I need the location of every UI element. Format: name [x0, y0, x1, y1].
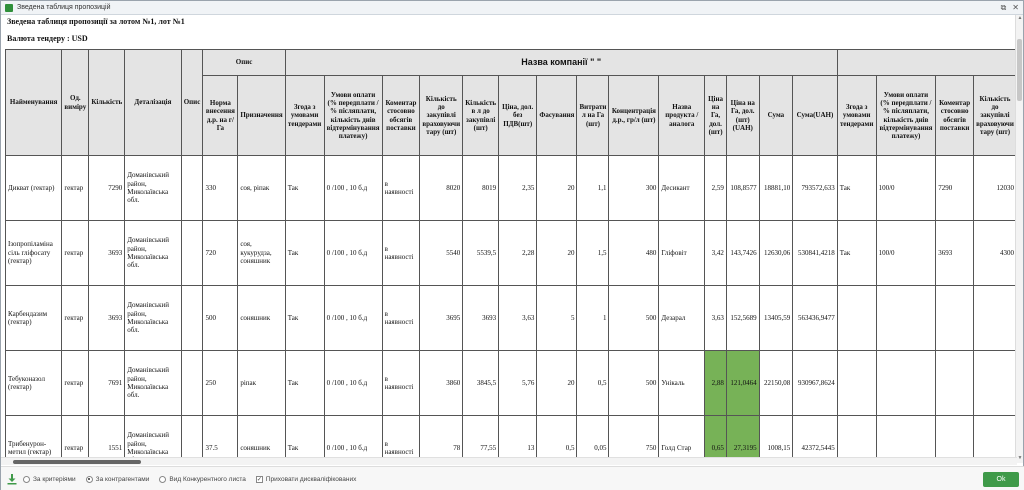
cell-qty: 7290	[89, 156, 125, 221]
radio-criteria[interactable]	[23, 476, 30, 483]
group-company: Назва компанії " "	[285, 50, 837, 76]
cell-unit: гектар	[62, 416, 89, 464]
cell-agree: Так	[285, 351, 324, 416]
col-unit: Од. виміру	[62, 50, 89, 156]
radio-competitive-sheet[interactable]	[159, 476, 166, 483]
cell-norm: 500	[203, 286, 238, 351]
col-comment: Коментар стосовно обсягів поставки	[382, 76, 420, 156]
cell-detail: Доманівський район, Миколаївська обл.	[125, 286, 181, 351]
col-pack: Фасування	[537, 76, 577, 156]
cell-unit: гектар	[62, 351, 89, 416]
cell-name: Дикват (гектар)	[6, 156, 62, 221]
cell-sum-uah: 42372,5445	[793, 416, 838, 464]
title-bar	[1, 1, 1023, 15]
cell-pack: 20	[537, 221, 577, 286]
table-row	[6, 221, 1017, 286]
cell-detail: Доманівський район, Миколаївська обл.	[125, 351, 181, 416]
cell-price-ha-uah: 108,8577	[726, 156, 759, 221]
cell-payment-2: 100/0	[876, 221, 936, 286]
currency-label: Валюта тендеру : USD	[7, 34, 88, 43]
cell-agree: Так	[285, 416, 324, 464]
cell-agree-2	[837, 286, 876, 351]
col-agree: Згода з умовами тендерами	[285, 76, 324, 156]
cell-comment: в наявності	[382, 416, 420, 464]
cell-purpose: соняшник	[238, 286, 285, 351]
cell-qty-calc: 5540	[420, 221, 463, 286]
cell-detail: Доманівський район, Миколаївська	[125, 416, 181, 464]
cell-price: 5,76	[499, 351, 537, 416]
cell-name: Ізопропіламіна сіль гліфосату (гектар)	[6, 221, 62, 286]
col-price-ha-uah: Ціна на Га, дол. (шт) (UAH)	[726, 76, 759, 156]
cell-pack: 0,5	[537, 416, 577, 464]
col-qty-calc-2: Кількість до закупівлі враховуючи тару (шт)	[973, 76, 1016, 156]
cell-agree-2	[837, 416, 876, 464]
vertical-scrollbar[interactable]	[1015, 15, 1023, 463]
hide-disqualified-label: Приховати дискваліфікованих	[265, 475, 357, 483]
cell-pack: 20	[537, 351, 577, 416]
cell-price-ha-uah: 152,5689	[726, 286, 759, 351]
cell-qty-calc: 3860	[420, 351, 463, 416]
cell-purpose: ріпак	[238, 351, 285, 416]
cell-conc: 300	[609, 156, 659, 221]
page-title: Зведена таблиця пропозиції за лотом №1, лот №1	[7, 17, 185, 26]
cell-sum-uah: 530841,4218	[793, 221, 838, 286]
cell-payment: 0 /100 , 10 б.д	[324, 156, 382, 221]
cell-qty-l: 3693	[463, 286, 499, 351]
table-row	[6, 156, 1017, 221]
col-product: Назва продукта / аналога	[659, 76, 705, 156]
cell-payment: 0 /100 , 10 б.д	[324, 351, 382, 416]
option-criteria-label: За критеріями	[33, 475, 76, 483]
cell-price: 2,35	[499, 156, 537, 221]
cell-qty-l: 5539,5	[463, 221, 499, 286]
cell-unit: гектар	[62, 221, 89, 286]
col-comment-2: Коментар стосовно обсягів поставки	[936, 76, 974, 156]
cell-purpose: соя, ріпак	[238, 156, 285, 221]
cell-qty-l: 77,55	[463, 416, 499, 464]
cell-price-ha-best: 0,65	[705, 416, 727, 464]
cell-qty-l: 8019	[463, 156, 499, 221]
window-title: Зведена таблиця пропозицій	[17, 4, 111, 11]
cell-agree-2: Так	[837, 156, 876, 221]
cell-qty: 3693	[89, 221, 125, 286]
col-purpose: Призначення	[238, 76, 285, 156]
cell-agree-2: Так	[837, 221, 876, 286]
cell-qty-calc: 3695	[420, 286, 463, 351]
cell-detail: Доманівський район, Миколаївська обл.	[125, 221, 181, 286]
cell-product: Десикант	[659, 156, 705, 221]
option-contractors[interactable]	[86, 476, 150, 483]
cell-unit: гектар	[62, 156, 89, 221]
col-qty-calc: Кількість до закупівлі враховуючи тару (шт)	[420, 76, 463, 156]
col-qty-l: Кількість в л до закупівлі (шт)	[463, 76, 499, 156]
cell-agree: Так	[285, 286, 324, 351]
cell-qty: 3693	[89, 286, 125, 351]
hide-disqualified[interactable]	[256, 476, 357, 483]
cell-unit: гектар	[62, 286, 89, 351]
col-name: Найменування	[6, 50, 62, 156]
cell-price: 3,63	[499, 286, 537, 351]
download-icon[interactable]	[7, 474, 17, 485]
app-icon	[5, 4, 13, 12]
col-qty: Кількість	[89, 50, 125, 156]
cell-desc	[181, 351, 203, 416]
cell-norm: 720	[203, 221, 238, 286]
cell-payment-2	[876, 286, 936, 351]
hide-disqualified-checkbox[interactable]: ✓	[256, 476, 262, 483]
vertical-scroll-thumb[interactable]	[1017, 39, 1022, 101]
cell-purpose: соя, кукурудза, соняшник	[238, 221, 285, 286]
ok-button[interactable]: Ok	[983, 472, 1019, 487]
restore-icon[interactable]: ⧉	[1000, 3, 1007, 12]
col-conc: Концентрація д.р., гр/л (шт)	[609, 76, 659, 156]
cell-cons: 1	[577, 286, 609, 351]
group-description: Опис	[203, 50, 285, 76]
cell-payment: 0 /100 , 10 б.д	[324, 221, 382, 286]
cell-sum: 12630,06	[759, 221, 793, 286]
cell-norm: 330	[203, 156, 238, 221]
cell-name: Карбендазим (гектар)	[6, 286, 62, 351]
cell-qty-calc-2: 4300	[973, 221, 1016, 286]
cell-qty-calc-2	[973, 351, 1016, 416]
cell-sum: 13405,59	[759, 286, 793, 351]
col-agree-2: Згода з умовами тендерами	[837, 76, 876, 156]
col-desc: Опис	[181, 50, 203, 156]
cell-qty-calc-2	[973, 416, 1016, 464]
col-sum-uah: Сума(UAH)	[793, 76, 838, 156]
cell-product: Голд Стар	[659, 416, 705, 464]
cell-qty: 7691	[89, 351, 125, 416]
cell-agree-2	[837, 351, 876, 416]
cell-sum: 18881,10	[759, 156, 793, 221]
cell-price: 13	[499, 416, 537, 464]
cell-sum-uah: 563436,9477	[793, 286, 838, 351]
cell-conc: 500	[609, 286, 659, 351]
cell-price-ha: 3,63	[705, 286, 727, 351]
cell-comment-2	[936, 416, 974, 464]
proposals-table	[5, 49, 1017, 463]
cell-price: 2,28	[499, 221, 537, 286]
cell-comment: в наявності	[382, 286, 420, 351]
report-area	[1, 15, 1017, 463]
col-payment-2: Умови оплати (% передплати / % післяплати, кількість днів відтермінування платежу)	[876, 76, 936, 156]
cell-comment-2	[936, 351, 974, 416]
cell-conc: 500	[609, 351, 659, 416]
col-sum: Сума	[759, 76, 793, 156]
cell-qty-calc: 8020	[420, 156, 463, 221]
cell-payment-2	[876, 416, 936, 464]
cell-qty-calc: 78	[420, 416, 463, 464]
cell-price-ha-uah-best: 121,0464	[726, 351, 759, 416]
cell-payment-2: 100/0	[876, 156, 936, 221]
cell-norm: 37.5	[203, 416, 238, 464]
cell-agree: Так	[285, 156, 324, 221]
cell-comment-2: 3693	[936, 221, 974, 286]
cell-pack: 5	[537, 286, 577, 351]
cell-comment: в наявності	[382, 156, 420, 221]
cell-comment-2: 7290	[936, 156, 974, 221]
cell-product: Дезарал	[659, 286, 705, 351]
group-company-2	[837, 50, 1016, 76]
table-row	[6, 286, 1017, 351]
cell-cons: 1,1	[577, 156, 609, 221]
cell-payment: 0 /100 , 10 б.д	[324, 416, 382, 464]
cell-pack: 20	[537, 156, 577, 221]
option-criteria[interactable]	[23, 476, 76, 483]
col-cons: Витрати л на Га (шт)	[577, 76, 609, 156]
cell-qty-calc-2: 12030	[973, 156, 1016, 221]
cell-payment-2	[876, 351, 936, 416]
cell-desc	[181, 156, 203, 221]
cell-comment: в наявності	[382, 351, 420, 416]
option-competitive-sheet[interactable]	[159, 476, 246, 483]
cell-norm: 250	[203, 351, 238, 416]
cell-conc: 480	[609, 221, 659, 286]
cell-comment-2	[936, 286, 974, 351]
col-price: Ціна, дол. без ПДВ(шт)	[499, 76, 537, 156]
horizontal-scrollbar[interactable]	[1, 457, 1017, 465]
cell-comment: в наявності	[382, 221, 420, 286]
col-payment: Умови оплати (% передплати / % післяплати, кількість днів відтермінування платежу)	[324, 76, 382, 156]
option-competitive-label: Вид Конкурентного листа	[169, 475, 246, 483]
cell-price-ha: 2,59	[705, 156, 727, 221]
cell-product: Унікаль	[659, 351, 705, 416]
cell-sum: 1008,15	[759, 416, 793, 464]
cell-purpose: соняшник	[238, 416, 285, 464]
cell-cons: 0,5	[577, 351, 609, 416]
cell-sum: 22150,08	[759, 351, 793, 416]
table-row	[6, 416, 1017, 464]
cell-price-ha: 3,42	[705, 221, 727, 286]
col-norm: Норма внесення д.р. на г/Га	[203, 76, 238, 156]
cell-payment: 0 /100 , 10 б.д	[324, 286, 382, 351]
col-detail: Деталізація	[125, 50, 181, 156]
cell-name: Трибенурон-метил (гектар)	[6, 416, 62, 464]
cell-desc	[181, 416, 203, 464]
cell-qty: 1551	[89, 416, 125, 464]
table-row	[6, 351, 1017, 416]
horizontal-scroll-thumb[interactable]	[13, 460, 141, 464]
cell-product: Гліфовіт	[659, 221, 705, 286]
cell-conc: 750	[609, 416, 659, 464]
cell-desc	[181, 221, 203, 286]
col-price-ha: Ціна на Га, дол. (шт)	[705, 76, 727, 156]
option-contractors-label: За контрагентами	[95, 475, 150, 483]
cell-agree: Так	[285, 221, 324, 286]
cell-price-ha-uah-best: 27,3195	[726, 416, 759, 464]
footer-toolbar	[1, 466, 1024, 490]
scroll-down-icon[interactable]: ▼	[1017, 456, 1023, 461]
cell-price-ha-best: 2,88	[705, 351, 727, 416]
cell-qty-l: 3845,5	[463, 351, 499, 416]
cell-sum-uah: 793572,633	[793, 156, 838, 221]
cell-cons: 0,05	[577, 416, 609, 464]
scroll-up-icon[interactable]: ▲	[1017, 16, 1023, 21]
cell-desc	[181, 286, 203, 351]
cell-price-ha-uah: 143,7426	[726, 221, 759, 286]
cell-qty-calc-2	[973, 286, 1016, 351]
cell-cons: 1,5	[577, 221, 609, 286]
radio-contractors[interactable]	[86, 476, 93, 483]
close-icon[interactable]: ✕	[1012, 3, 1019, 12]
cell-name: Тебуконазол (гектар)	[6, 351, 62, 416]
cell-sum-uah: 930967,8624	[793, 351, 838, 416]
cell-detail: Доманівський район, Миколаївська обл.	[125, 156, 181, 221]
